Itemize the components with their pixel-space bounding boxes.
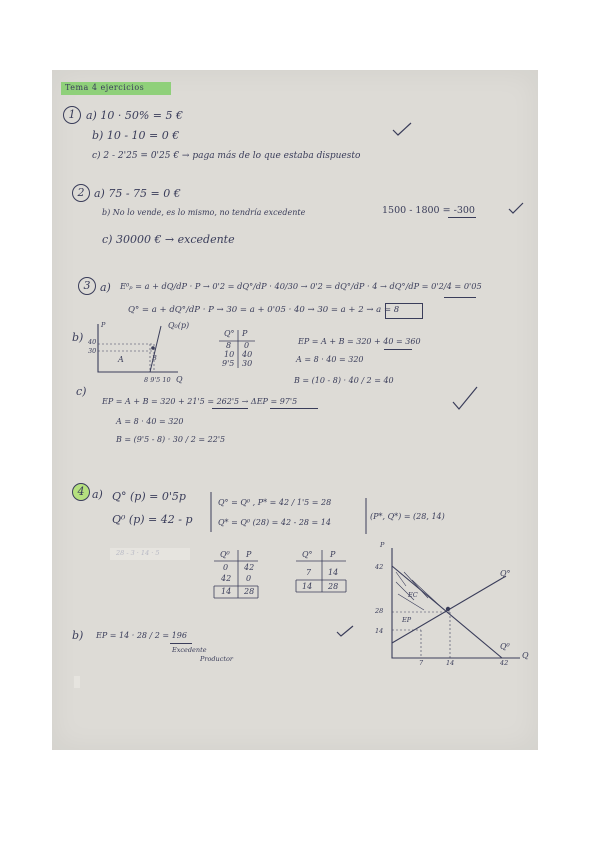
brace — [208, 492, 214, 532]
table-cell: 0 — [246, 574, 252, 583]
ex2-b: b) No lo vende, es lo mismo, no tendría excedente — [102, 208, 306, 217]
table1-header-p: P — [246, 550, 252, 559]
table-cell: 0 — [223, 563, 229, 572]
table-cell: 14 — [221, 587, 232, 596]
ex3-a-line1: E⁰ₚ = a + dQ/dP · P → 0'2 = dQ°/dP · 40/30 → 0'2 = dQ°/dP · 4 → dQ°/dP = 0'2/4 = 0'05 — [120, 281, 482, 291]
graph-p-label: P — [101, 321, 106, 329]
exercise-4-number: 4 — [72, 483, 90, 501]
ex3-a-label: a) — [100, 281, 111, 294]
graph-x-labels: 8 9'5 10 — [144, 376, 171, 384]
ex4-b-note1: Excedente — [172, 646, 207, 654]
exercise-3-number: 3 — [78, 277, 96, 295]
ex4-b-note2: Productor — [200, 655, 234, 663]
ex2-a: a) 75 - 75 = 0 € — [94, 187, 181, 200]
table-cell: 28 — [244, 587, 255, 596]
ex4-a-label: a) — [92, 488, 103, 501]
graph-42-label: 42 — [375, 563, 384, 571]
graph-area-b: B — [152, 354, 157, 362]
table-cell: 40 — [242, 350, 253, 359]
checkmark-icon — [452, 386, 478, 410]
table-cell: 28 — [328, 582, 339, 591]
brace — [363, 498, 369, 534]
graph-demand-label: Q⁰ — [500, 642, 510, 651]
ex3-b-a: A = 8 · 40 = 320 — [296, 355, 364, 364]
table-cell: 30 — [242, 359, 253, 368]
result-underline — [444, 297, 476, 298]
table-cell: 14 — [302, 582, 313, 591]
graph-area-a: A — [118, 355, 124, 364]
ex1-c: c) 2 - 2'25 = 0'25 € → paga más de lo que estaba dispuesto — [92, 151, 361, 161]
exercise-2-number: 2 — [72, 184, 90, 202]
graph-14-label: 14 — [375, 627, 384, 635]
graph-q-label: Q — [522, 651, 529, 660]
table-cell: 7 — [306, 568, 312, 577]
result-underline — [212, 408, 248, 409]
ex3-c-a: A = 8 · 40 = 320 — [116, 417, 184, 426]
graph-p-label: P — [380, 541, 385, 549]
ex4-eq1: Q° = Q⁰ , P* = 42 / 1'5 = 28 — [218, 498, 332, 507]
ex2-c: c) 30000 € → excedente — [102, 233, 235, 246]
checkmark-icon — [392, 122, 412, 136]
table-cell: 9'5 — [222, 359, 235, 368]
ex4-qs: Q° (p) = 0'5p — [112, 490, 186, 503]
table-header-p: P — [242, 329, 248, 338]
exercise-1-number: 1 — [63, 106, 81, 124]
table-cell: 8 — [226, 341, 232, 350]
ex3-b-b: B = (10 - 8) · 40 / 2 = 40 — [294, 376, 394, 385]
result-underline — [448, 217, 476, 218]
table2-header-q: Q° — [302, 550, 313, 559]
checkmark-icon — [508, 202, 524, 214]
graph-x7-label: 7 — [419, 659, 424, 667]
checkmark-icon — [336, 625, 354, 637]
paper-smudge — [74, 676, 80, 688]
graph-40-label: 40 — [88, 338, 97, 346]
result-underline — [384, 349, 412, 350]
result-underline — [170, 643, 192, 644]
graph-ec-label: EC — [408, 591, 418, 599]
ex4-eq2: Q* = Q⁰ (28) = 42 - 28 = 14 — [218, 518, 331, 527]
ex3-a-line2: Q° = a + dQ°/dP · P → 30 = a + 0'05 · 40 → 30 = a + 2 → a = 8 — [128, 305, 400, 315]
table-grid — [219, 330, 259, 370]
graph-28-label: 28 — [375, 607, 384, 615]
graph-q-label: Q — [176, 375, 183, 384]
graph-ep-label: EP — [402, 616, 412, 624]
table-cell: 10 — [224, 350, 235, 359]
table-cell: 42 — [221, 574, 232, 583]
table-cell: 0 — [244, 341, 250, 350]
ex1-a: a) 10 · 50% = 5 € — [86, 109, 183, 122]
faint-erased-text: 28 - 3 · 14 · 5 — [116, 549, 160, 557]
ex3-c-b: B = (9'5 - 8) · 30 / 2 = 22'5 — [116, 435, 226, 444]
ex4-qd: Q⁰ (p) = 42 - p — [112, 513, 193, 526]
ex3-b-ep: EP = A + B = 320 + 40 = 360 — [298, 337, 421, 346]
page-title: Tema 4 ejercicios — [65, 83, 145, 92]
ex4-b-label: b) — [72, 629, 84, 642]
ex4-b-ep: EP = 14 · 28 / 2 = 196 — [96, 631, 187, 640]
graph-curve-label: Q₀(p) — [168, 321, 190, 330]
graph-supply-label: Q° — [500, 569, 511, 578]
ex2-b-calc: 1500 - 1800 = -300 — [382, 205, 475, 216]
ex4-result: (P*, Q*) = (28, 14) — [370, 512, 445, 521]
graph-x42-label: 42 — [500, 659, 509, 667]
ex3-c-label: c) — [76, 385, 87, 398]
result-box — [385, 303, 423, 319]
graph-30-label: 30 — [88, 347, 97, 355]
ex3-c-ep: EP = A + B = 320 + 21'5 = 262'5 → ΔEP = 97'5 — [102, 397, 298, 406]
graph-x14-label: 14 — [446, 659, 455, 667]
table-cell: 14 — [328, 568, 339, 577]
result-underline — [270, 408, 318, 409]
table-cell: 42 — [244, 563, 255, 572]
table-header-q: Q° — [224, 329, 235, 338]
table1-header-q: Q⁰ — [220, 550, 230, 559]
table2-header-p: P — [330, 550, 336, 559]
ex3-b-label: b) — [72, 331, 84, 344]
ex1-b: b) 10 - 10 = 0 € — [92, 129, 180, 142]
